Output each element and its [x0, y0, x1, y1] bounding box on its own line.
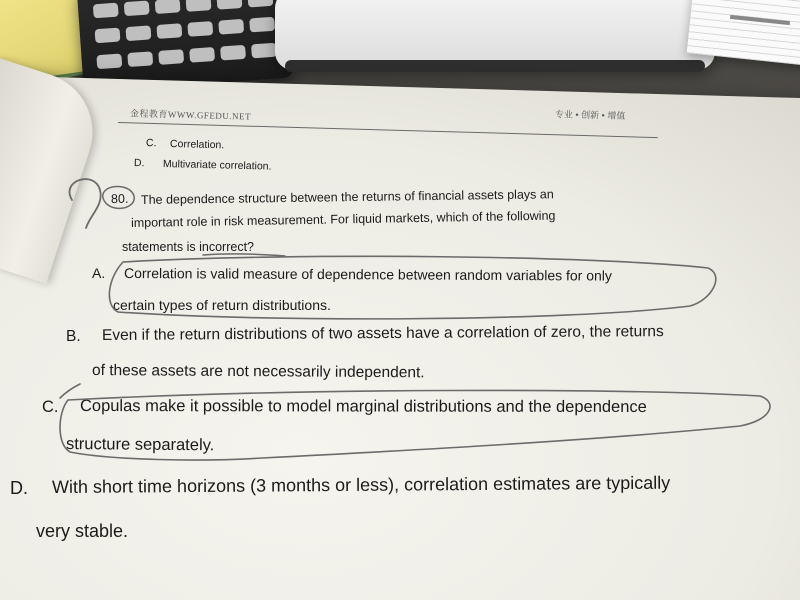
prev-option-c-letter: C. [145, 137, 157, 150]
prev-option-d-letter: D. [133, 157, 145, 170]
prev-option-d-text: Multivariate correlation. [162, 158, 272, 173]
option-b-letter: B. [66, 328, 81, 345]
question-stem-line-1: The dependence structure between the returns of financial assets plays an [140, 187, 554, 207]
question-stem-line-2: important role in risk measurement. For liquid markets, which of the following [130, 208, 556, 230]
option-d-line-1: With short time horizons (3 months or less), correlation estimates are typically [51, 472, 671, 497]
option-c-letter: C. [42, 398, 59, 416]
option-a-line-1: Correlation is valid measure of dependence between random variables for only [123, 265, 612, 284]
option-d-letter: D. [10, 478, 28, 498]
option-b-line-1: Even if the return distributions of two assets have a correlation of zero, the returns [101, 323, 664, 344]
option-d-line-2: very stable. [36, 521, 129, 541]
header-website: 金程教育WWW.GFEDU.NET [129, 108, 252, 122]
option-b-line-2: of these assets are not necessarily independent. [91, 362, 425, 382]
header-rule [118, 122, 658, 138]
option-a-line-2: certain types of return distributions. [113, 297, 331, 313]
question-number: 80. [110, 191, 129, 206]
option-c-line-1: Copulas make it possible to model marginal distributions and the dependence [79, 397, 647, 416]
question-stem-line-3: statements is incorrect? [122, 240, 254, 254]
option-a-letter: A. [92, 265, 106, 281]
option-c-line-2: structure separately. [65, 435, 215, 455]
prev-option-c-text: Correlation. [169, 138, 225, 152]
header-slogan: 专业 • 创新 • 增值 [554, 109, 626, 121]
